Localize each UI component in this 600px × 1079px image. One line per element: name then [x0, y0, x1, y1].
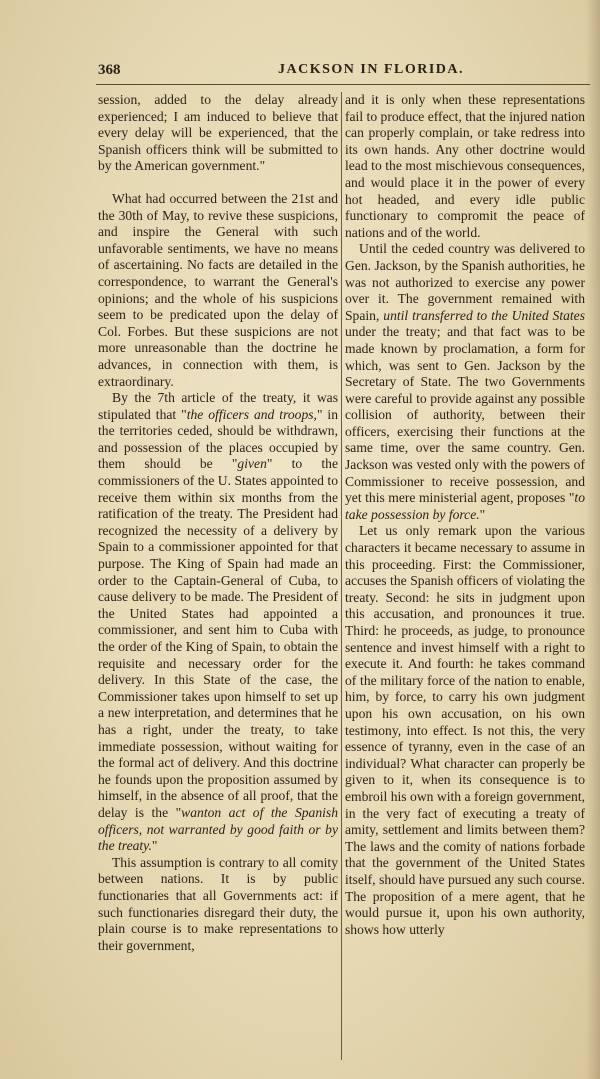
- text-run: ": [151, 838, 158, 854]
- right-column: [345, 92, 585, 1062]
- text-run: under the treaty; and that fact was to be made known by proclamation, a form for which, was sent to Gen. Jackson by the Secretary of State. The two Governments were careful to provide against any possible collision of authority, between their officers, exercising their functions at the same time, over the same country. Gen. Jackson was vested only with the powers of Commissioner to receive possession, and yet this mere ministerial agent, proposes ": [345, 324, 585, 506]
- page-number: 368: [98, 62, 121, 78]
- italic-run: the officers and troops,: [186, 406, 317, 422]
- italic-run: given: [237, 456, 267, 472]
- paragraph: This assumption is contrary to all comity between nations. It is by public functionaries that all Governments act: if such functionaries disregard their duty, the plain course is to make representations to their government,: [98, 854, 338, 953]
- left-column: [98, 92, 338, 1062]
- text-run: ": [479, 506, 486, 522]
- running-head: JACKSON IN FLORIDA.: [278, 62, 465, 77]
- page-edge-shadow: [586, 0, 600, 1079]
- paragraph: [98, 390, 338, 855]
- paragraph: [345, 241, 585, 523]
- paragraph: and it is only when these representations fail to produce effect, that the injured nation can properly complain, or take redress into its own hands. Any other doctrine would lead to the most mischievous consequences, and would place it in the power of every hot headed, and every idle public functionary to compromit the peace of nations and of the world.: [345, 92, 585, 240]
- paragraph: Let us only remark upon the various characters it became necessary to assume in this proceeding. First: the Commissioner, accuses the Spanish officers of violating the treaty. Second: he sits in judgment upon this accusation, and pronounces it true. Third: he proceeds, as judge, to pronounce sentence and invest himself with a right to execute it. And fourth: he takes command of the military force of the nation to enable, him, by force, to carry his own judgment upon his own accusation, on his own testimony, into effect. Is not this, the very essence of tyranny, even in the case of an individual? What character can properly be given to it, when its consequence is to embroil his own with a foreign government, in the very fact of executing a treaty of amity, settlement and limits between them? The laws and the comity of nations forbade that the government of the United States itself, should have pursued any such course. The proposition of a mere agent, that he would pursue it, upon his own authority, shows how utterly: [345, 523, 585, 937]
- italic-run: wanton act of the Spanish officers, not warranted by good faith or by the treaty.: [98, 804, 338, 854]
- page-header: [98, 60, 588, 82]
- italic-run: to take possession by force.: [345, 490, 585, 522]
- text-run: By the 7th article of the treaty, it was stipulated that ": [98, 390, 338, 422]
- italic-run: until transferred to the United States: [383, 307, 585, 323]
- text-run: " to the commissioners of the U. States appointed to receive them within six months from the ratification of the treaty. The President had recognized the necessity of a delivery by Spain to a commissioner appointed for that purpose. The King of Spain had made an order to the Captain-General of Cuba, to cause delivery to be made. The President of the United States had appointed a commissioner, and sent him to Cuba with the order of the King of Spain, to obtain the requisite and necessary order for the delivery. In this State of the case, the Commissioner takes upon himself to set up a new interpretation, and determines that he has a right, under the treaty, to take immediate possession, without waiting for the formal act of delivery. And this doctrine he founds upon the proposition assumed by himself, in the absence of all proof, that the delay is the ": [98, 456, 338, 820]
- text-run: Until the ceded country was delivered to Gen. Jackson, by the Spanish authorities, he was not authorized to exercise any power over it. The government remained with Spain,: [345, 241, 585, 323]
- header-rule: [96, 84, 590, 85]
- paragraph: session, added to the delay already experienced; I am induced to believe that every delay will be experienced, that the Spanish officers think will be submitted to by the American government.": [98, 92, 338, 174]
- column-rule: [341, 92, 342, 1060]
- text-run: " in the territories ceded, should be withdrawn, and possession of the places occupied by them should be ": [98, 406, 338, 472]
- paragraph: What had occurred between the 21st and the 30th of May, to revive these suspicions, and inspire the General with such unfavorable sentiments, we have no means of ascertaining. No facts are detailed in the correspondence, to warrant the General's opinions; and the whole of his suspicions seem to be predicated upon the delay of Col. Forbes. But these suspicions are not more unreasonable than the doctrine he advances, in connection with them, is extraordinary.: [98, 190, 338, 389]
